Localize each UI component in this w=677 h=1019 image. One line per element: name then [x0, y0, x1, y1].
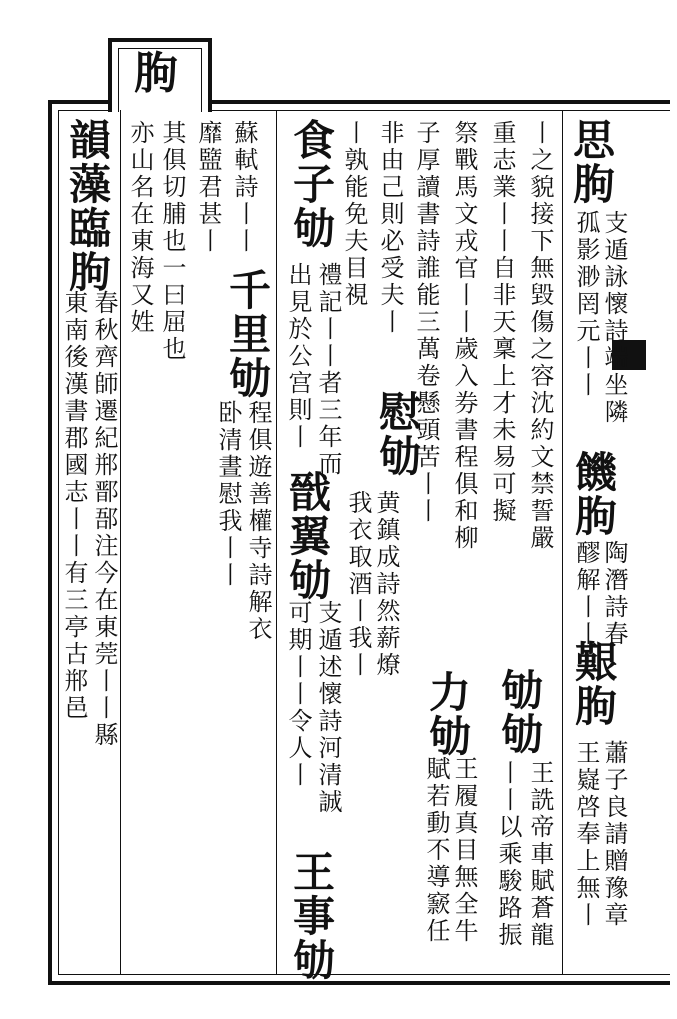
- entry-heading: 饑朐: [569, 450, 618, 538]
- entry-text: 丨孰能免夫目視: [340, 120, 368, 309]
- entry-text: 程俱遊善權寺詩解衣: [244, 400, 272, 643]
- entry-text: 東南後漢書郡國志丨丨有三亭古郱邑: [60, 290, 88, 722]
- entry-text: 其俱切脯也一曰屈也: [158, 120, 186, 363]
- entry-heading: 思朐: [567, 118, 616, 206]
- entry-text: 賦若動不導窾任: [422, 756, 450, 945]
- entry-heading: 戩翼劬: [283, 470, 332, 602]
- entry-heading: 王事劬: [287, 850, 336, 982]
- column-ruler: [120, 110, 121, 975]
- entry-text: 陶潛詩春: [600, 540, 628, 648]
- entry-text: 卧清晝慰我丨丨: [214, 400, 242, 589]
- entry-text: 春秋齊師遷紀郱鄑郚注今在東莞丨丨縣: [90, 290, 118, 749]
- entry-text: 蕭子良請贈豫章: [600, 740, 628, 929]
- entry-text: 支遁詠懷詩端坐隣: [600, 210, 628, 426]
- entry-text: 祭戰馬文戎官丨丨歲入券書程俱和柳: [450, 120, 478, 552]
- entry-heading: 劬劬: [495, 668, 544, 756]
- head-character: 朐: [134, 48, 178, 99]
- column-ruler: [562, 110, 563, 975]
- entry-heading: 慰劬: [373, 390, 422, 478]
- entry-text: 子厚讀書詩誰能三萬卷懸頭苦丨丨: [412, 120, 440, 525]
- entry-text: 重志業丨丨自非天稟上才未易可擬: [488, 120, 516, 525]
- entry-text: 靡盬君甚丨: [194, 120, 222, 255]
- entry-text: 王詵帝車賦蒼龍: [526, 760, 554, 949]
- column-ruler: [276, 110, 277, 975]
- entry-heading: 力劬: [423, 670, 472, 758]
- entry-text: 王履真目無全牛: [450, 756, 478, 945]
- entry-text: 蘇軾詩丨丨: [230, 120, 258, 255]
- entry-heading: 千里劬: [223, 268, 272, 400]
- entry-text: 亦山名在東海又姓: [126, 120, 154, 336]
- entry-text: 禮記丨丨者三年而: [314, 262, 342, 478]
- entry-text: 出見於公宫則丨: [284, 262, 312, 451]
- entry-text: 丨之貌接下無毀傷之容沈約文禁誓嚴: [526, 120, 554, 552]
- entry-text: 丨丨以乘駿路振: [494, 760, 522, 949]
- entry-text: 支遁述懷詩河清誠: [314, 600, 342, 816]
- entry-text: 我衣取酒丨我丨: [344, 490, 372, 679]
- entry-heading: 韻藻臨朐: [63, 118, 112, 294]
- entry-heading: 艱朐: [569, 640, 618, 728]
- entry-text: 醪解丨丨: [572, 540, 600, 648]
- entry-heading: 食子劬: [287, 118, 336, 250]
- entry-text: 孤影渺罔元丨丨: [572, 210, 600, 399]
- entry-text: 可期丨丨令人丨: [284, 600, 312, 789]
- entry-text: 王嶷啓奉上無丨: [572, 740, 600, 929]
- entry-text: 黄鎮成詩然薪燎: [372, 490, 400, 679]
- entry-text: 非由己則必受夫丨: [376, 120, 404, 336]
